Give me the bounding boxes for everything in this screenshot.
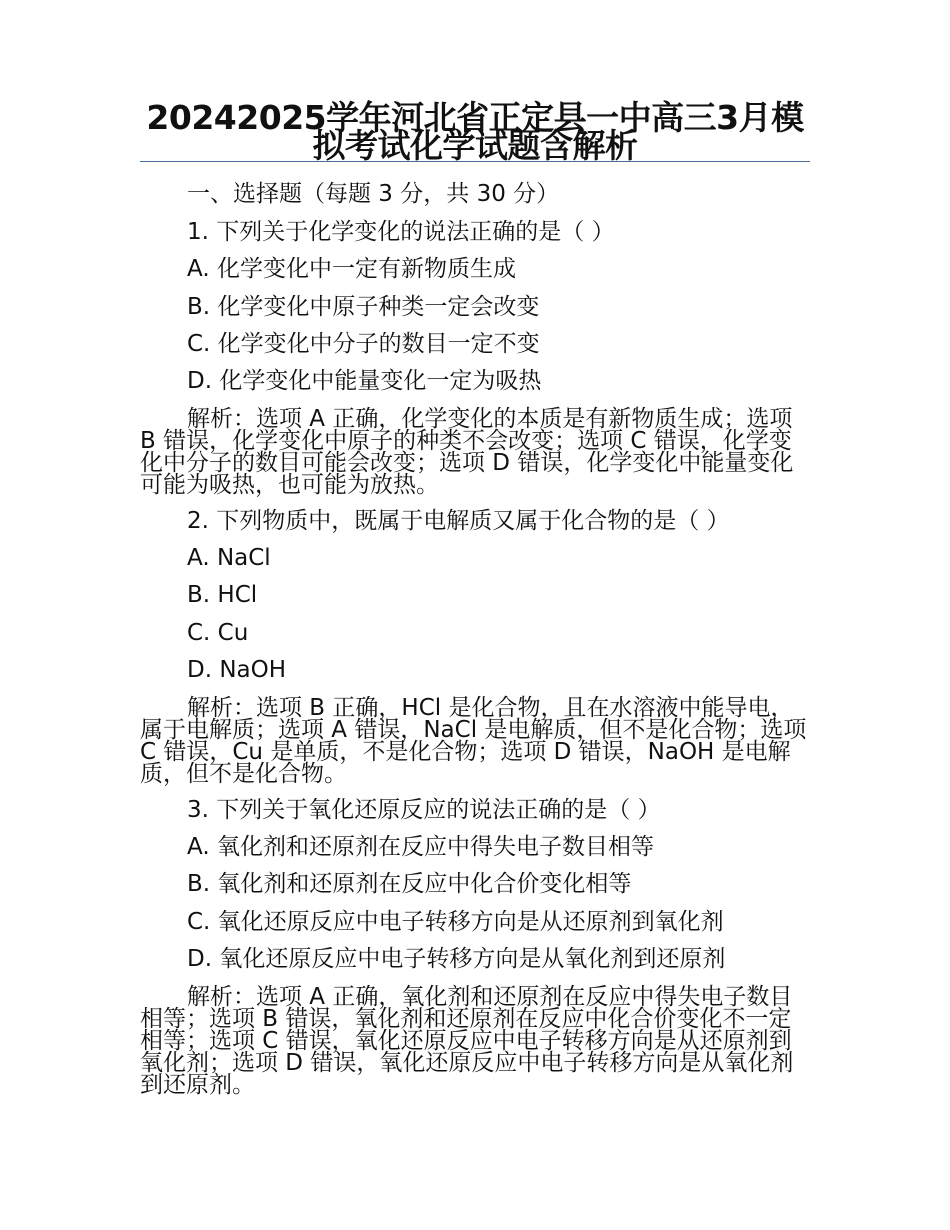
question-3-option-b: B. 氧化剂和还原剂在反应中化合价变化相等 [187,871,632,897]
question-1-option-a: A. 化学变化中一定有新物质生成 [187,256,516,282]
question-1-option-b: B. 化学变化中原子种类一定会改变 [187,294,540,320]
document-title: 20242025学年河北省正定县一中高三3月模拟考试化学试题含解析 [146,98,804,165]
question-3-option-d: D. 氧化还原反应中电子转移方向是从氧化剂到还原剂 [187,946,726,972]
question-2-option-b: B. HCl [187,582,258,608]
question-1-analysis: 解析：选项 A 正确，化学变化的本质是有新物质生成；选项 B 错误，化学变化中原子的种类不会改变；选项 C 错误，化学变化中分子的数目可能会改变；选项 D 错误，化学变化中能量变化可能为吸热，也可能为放热。 [140,406,794,498]
question-2-stem: 2. 下列物质中，既属于电解质又属于化合物的是（ ） [187,508,730,534]
section-heading: 一、选择题（每题 3 分，共 30 分） [187,181,560,207]
question-3-analysis: 解析：选项 A 正确，氧化剂和还原剂在反应中得失电子数目相等；选项 B 错误，氧化剂和还原剂在反应中化合价变化不一定相等；选项 C 错误，氧化还原反应中电子转移方向是从还原剂到氧化剂；选项 D 错误，氧化还原反应中电子转移方向是从氧化剂到还原剂。 [140,984,794,1098]
question-2-analysis: 解析：选项 B 正确，HCl 是化合物，且在水溶液中能导电，属于电解质；选项 A 错误，NaCl 是电解质，但不是化合物；选项 C 错误，Cu 是单质，不是化合物；选项 D 错误，NaOH 是电解质，但不是化合物。 [140,695,807,787]
question-1-option-d: D. 化学变化中能量变化一定为吸热 [187,368,542,394]
title-underline [140,161,810,162]
question-3-option-a: A. 氧化剂和还原剂在反应中得失电子数目相等 [187,834,654,860]
question-2-option-d: D. NaOH [187,657,287,683]
question-2-option-a: A. NaCl [187,545,271,571]
question-1-option-c: C. 化学变化中分子的数目一定不变 [187,331,540,357]
question-2-option-c: C. Cu [187,620,249,646]
question-3-stem: 3. 下列关于氧化还原反应的说法正确的是（ ） [187,797,661,823]
question-3-option-c: C. 氧化还原反应中电子转移方向是从还原剂到氧化剂 [187,909,724,935]
question-1-stem: 1. 下列关于化学变化的说法正确的是（ ） [187,219,615,245]
